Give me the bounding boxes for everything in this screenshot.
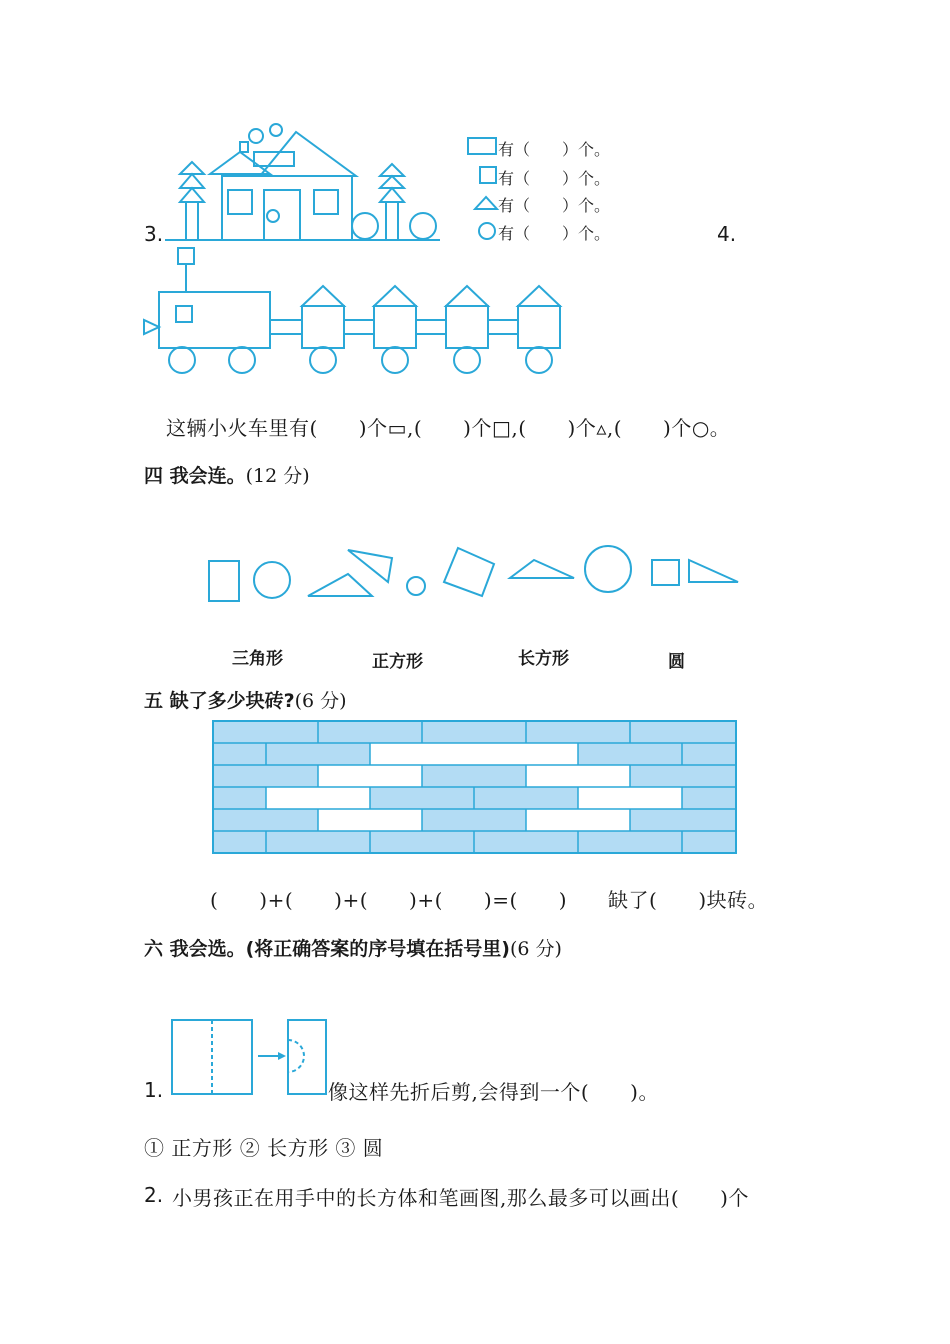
shape-rectangle-1 [209, 561, 239, 601]
section-6-question-1-text: 像这样先折后剪,会得到一个( )。 [328, 1080, 659, 1104]
house-scene-figure [160, 118, 460, 248]
train-question-sentence: 这辆小火车里有( )个▭,( )个□,( )个▵,( )个○。 [166, 416, 731, 440]
rectangle-icon [468, 138, 496, 154]
count-line-triangle: 有（ ）个。 [498, 196, 611, 215]
shape-triangle-4 [689, 560, 738, 582]
shape-triangle-3 [510, 560, 574, 578]
shape-square-1 [652, 560, 679, 585]
brick-wall-figure [212, 720, 738, 856]
label-square: 正方形 [372, 652, 423, 672]
shape-square-tilted [444, 548, 494, 596]
count-line-rectangle: 有（ ）个。 [498, 140, 611, 159]
question-4-number: 4. [717, 222, 737, 246]
train-figure [142, 246, 572, 376]
shape-circle-3 [585, 546, 631, 592]
square-icon [480, 167, 496, 183]
section-6-question-2-text: 小男孩正在用手中的长方体和笔画图,那么最多可以画出( )个 [172, 1186, 749, 1210]
matching-shapes-row [200, 538, 760, 618]
section-6-question-1-options: ① 正方形 ② 长方形 ③ 圆 [144, 1136, 384, 1160]
label-rectangle: 长方形 [518, 649, 569, 669]
count-line-square: 有（ ）个。 [498, 169, 611, 188]
section-4-heading: 四 我会连。(12 分) [144, 465, 310, 487]
fold-cut-figure [170, 1018, 340, 1098]
shape-circle-2 [407, 577, 425, 595]
count-legend-icons [466, 134, 502, 244]
section-5-heading: 五 缺了多少块砖?(6 分) [144, 690, 347, 712]
section-6-question-2-number: 2. [144, 1183, 164, 1207]
section-6-heading: 六 我会选。(将正确答案的序号填在括号里)(6 分) [144, 938, 562, 960]
shape-triangle-1 [308, 574, 372, 596]
section-6-question-1-number: 1. [144, 1078, 164, 1102]
brick-equation: ( )+( )+( )+( )=( ) 缺了( )块砖。 [210, 888, 769, 912]
shape-triangle-2 [348, 550, 392, 582]
triangle-icon [475, 197, 497, 209]
question-3-number: 3. [144, 222, 164, 246]
label-circle: 圆 [668, 652, 685, 672]
count-line-circle: 有（ ）个。 [498, 224, 611, 243]
label-triangle: 三角形 [232, 649, 283, 669]
circle-icon [479, 223, 495, 239]
shape-circle-1 [254, 562, 290, 598]
